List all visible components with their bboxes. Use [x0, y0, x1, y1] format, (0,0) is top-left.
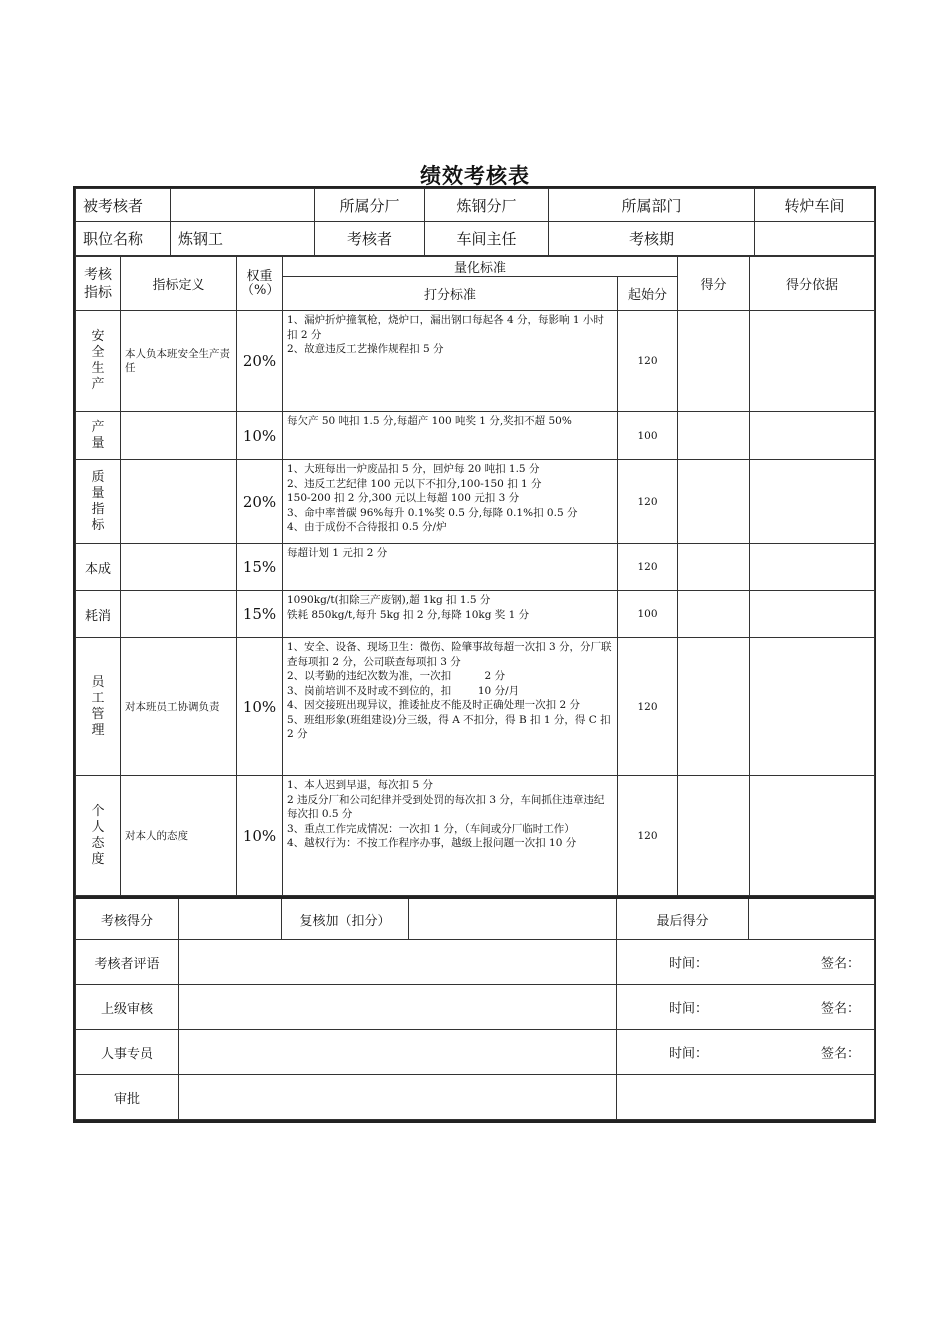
definition-cell	[121, 460, 237, 544]
definition-cell: 对本班员工协调负责	[121, 638, 237, 776]
comment-field[interactable]	[179, 940, 617, 985]
criteria-line: 2、故意违反工艺操作规程扣 5 分	[287, 343, 444, 355]
basis-input-cell[interactable]	[750, 544, 875, 591]
examinee-field[interactable]	[171, 189, 315, 222]
criteria-cell	[283, 591, 618, 638]
indicator-cell	[76, 460, 121, 544]
initial-score-cell: 120	[618, 776, 678, 896]
definition-cell: 本人负本班安全生产责任	[121, 311, 237, 412]
initial-score-cell: 120	[618, 460, 678, 544]
indicator-cell	[76, 311, 121, 412]
criteria-line: 2、违反工艺纪律 100 元以下不扣分,100-150 扣 1 分	[287, 477, 542, 490]
approve-field[interactable]	[179, 1075, 617, 1120]
position-label: 职位名称	[76, 222, 171, 256]
table-row	[76, 544, 875, 591]
criteria-cell	[283, 638, 618, 776]
form-table	[75, 188, 875, 256]
criteria-line: 1090kg/t(扣除三产废钢),超 1kg 扣 1.5 分	[287, 594, 491, 606]
criteria-cell	[283, 311, 618, 412]
score-input-cell[interactable]	[678, 460, 750, 544]
sign-label: 签名：	[820, 1001, 860, 1017]
initial-score-cell: 120	[618, 638, 678, 776]
indicator-label: 个人态度	[91, 803, 105, 867]
table-row	[76, 460, 875, 544]
appraisal-form	[73, 186, 876, 1123]
score-input-cell[interactable]	[678, 591, 750, 638]
criteria-line: 150-200 扣 2 分,300 元以上每超 100 元扣 3 分	[287, 492, 520, 504]
criteria-cell	[283, 412, 618, 460]
indicator-cell	[76, 412, 121, 460]
indicator-label: 员工管理	[91, 674, 105, 738]
score-input-cell[interactable]	[678, 638, 750, 776]
score-field[interactable]	[179, 898, 282, 940]
criteria-line: 每欠产 50 吨扣 1.5 分,每超产 100 吨奖 1 分,奖扣不超 50%	[287, 415, 572, 427]
initial-score-cell: 120	[618, 311, 678, 412]
sign-label: 签名：	[820, 956, 860, 972]
definition-cell	[121, 591, 237, 638]
score-input-cell[interactable]	[678, 412, 750, 460]
period-value[interactable]	[755, 222, 875, 256]
criteria-table	[75, 256, 875, 896]
position-value[interactable]: 炼钢工	[171, 222, 315, 256]
criteria-cell	[283, 460, 618, 544]
examinee-label: 被考核者	[76, 189, 171, 222]
page-title: 绩效考核表	[420, 163, 530, 188]
definition-cell	[121, 544, 237, 591]
time-label: 时间：	[669, 1001, 709, 1017]
basis-input-cell[interactable]	[750, 412, 875, 460]
col-score: 得分	[678, 257, 750, 311]
col-scoring: 打分标准	[283, 277, 618, 311]
criteria-line: 1、本人迟到早退，每次扣 5 分	[287, 779, 434, 791]
col-indicator: 考核指标	[76, 257, 121, 311]
time-label: 时间：	[669, 956, 709, 972]
branch-value[interactable]: 炼钢分厂	[425, 189, 549, 222]
definition-cell: 对本人的态度	[121, 776, 237, 896]
review-field[interactable]	[409, 898, 617, 940]
criteria-line: 4、越权行为：不按工作程序办事，越级上报问题一次扣 10 分	[287, 837, 577, 849]
weight-cell: 10%	[237, 638, 283, 776]
dept-label: 所属部门	[549, 189, 755, 222]
indicator-cell: 耗消	[76, 591, 121, 638]
table-row	[76, 311, 875, 412]
basis-input-cell[interactable]	[750, 776, 875, 896]
table-row	[76, 776, 875, 896]
final-label: 最后得分	[617, 898, 749, 940]
weight-cell: 10%	[237, 776, 283, 896]
table-row	[76, 412, 875, 460]
basis-input-cell[interactable]	[750, 460, 875, 544]
weight-cell: 15%	[237, 591, 283, 638]
dept-value[interactable]: 转炉车间	[755, 189, 875, 222]
criteria-line: 3、岗前培训不及时或不到位的，扣 10 分/月	[287, 684, 520, 697]
basis-input-cell[interactable]	[750, 591, 875, 638]
table-row	[76, 591, 875, 638]
col-weight: 权重（%）	[237, 257, 283, 311]
approve-label: 审批	[76, 1075, 179, 1120]
indicator-label: 产量	[91, 419, 105, 451]
comment-label: 考核者评语	[76, 940, 179, 985]
criteria-line: 4、由于成份不合待报扣 0.5 分/炉	[287, 521, 447, 533]
weight-cell: 15%	[237, 544, 283, 591]
criteria-line: 3、命中率普碳 96%每升 0.1%奖 0.5 分,每降 0.1%扣 0.5 分	[287, 506, 578, 519]
criteria-line: 铁耗 850kg/t,每升 5kg 扣 2 分,每降 10kg 奖 1 分	[287, 608, 530, 621]
col-quant: 量化标准	[283, 257, 678, 277]
hr-field[interactable]	[179, 1030, 617, 1075]
criteria-cell	[283, 776, 618, 896]
hr-label: 人事专员	[76, 1030, 179, 1075]
initial-score-cell: 100	[618, 591, 678, 638]
basis-input-cell[interactable]	[750, 311, 875, 412]
score-input-cell[interactable]	[678, 311, 750, 412]
criteria-cell	[283, 544, 618, 591]
comment-sign-cell[interactable]	[617, 940, 875, 985]
criteria-line: 5、班组形象(班组建设)分三级，得 A 不扣分，得 B 扣 1 分，得 C 扣 2 分	[287, 713, 614, 740]
superior-field[interactable]	[179, 985, 617, 1030]
indicator-cell	[76, 638, 121, 776]
weight-cell: 20%	[237, 311, 283, 412]
col-definition: 指标定义	[121, 257, 237, 311]
table-row	[76, 638, 875, 776]
definition-cell	[121, 412, 237, 460]
weight-cell: 20%	[237, 460, 283, 544]
criteria-line: 2 违反分厂和公司纪律并受到处罚的每次扣 3 分，车间抓住违章违纪每次扣 0.5 分	[287, 793, 605, 820]
initial-score-cell: 100	[618, 412, 678, 460]
indicator-cell: 本成	[76, 544, 121, 591]
branch-label: 所属分厂	[315, 189, 425, 222]
criteria-line: 1、安全、设备、现场卫生：微伤、险肇事故每超一次扣 3 分，分厂联查每项扣 2 分，公司联查每项扣 3 分	[287, 641, 612, 668]
basis-input-cell[interactable]	[750, 638, 875, 776]
superior-sign-cell[interactable]	[617, 985, 875, 1030]
indicator-label: 质量指标	[91, 469, 105, 533]
score-input-cell[interactable]	[678, 776, 750, 896]
hr-sign-cell[interactable]	[617, 1030, 875, 1075]
criteria-line: 4、因交接班出现异议，推诿扯皮不能及时正确处理一次扣 2 分	[287, 699, 581, 711]
criteria-line: 1、漏炉折炉撞氧枪，烧炉口，漏出钢口每起各 4 分，每影响 1 小时扣 2 分	[287, 314, 604, 341]
col-initial: 起始分	[618, 277, 678, 311]
initial-score-cell: 120	[618, 544, 678, 591]
score-label: 考核得分	[76, 898, 179, 940]
criteria-line: 2、以考勤的违纪次数为准，一次扣 2 分	[287, 670, 506, 682]
final-field[interactable]	[749, 898, 875, 940]
time-label: 时间：	[669, 1046, 709, 1062]
criteria-line: 每超计划 1 元扣 2 分	[287, 547, 388, 559]
assessor-value[interactable]: 车间主任	[425, 222, 549, 256]
period-label: 考核期	[549, 222, 755, 256]
weight-cell: 10%	[237, 412, 283, 460]
col-basis: 得分依据	[750, 257, 875, 311]
indicator-label: 安全生产	[91, 329, 105, 392]
criteria-line: 1、大班每出一炉废品扣 5 分，回炉每 20 吨扣 1.5 分	[287, 463, 540, 475]
summary-table	[75, 896, 875, 1120]
indicator-cell	[76, 776, 121, 896]
sign-label: 签名：	[820, 1046, 860, 1062]
superior-label: 上级审核	[76, 985, 179, 1030]
approve-sign-cell[interactable]	[617, 1075, 875, 1120]
review-label: 复核加（扣分）	[282, 898, 409, 940]
assessor-label: 考核者	[315, 222, 425, 256]
score-input-cell[interactable]	[678, 544, 750, 591]
criteria-line: 3、重点工作完成情况：一次扣 1 分，（车间或分厂临时工作）	[287, 822, 575, 835]
